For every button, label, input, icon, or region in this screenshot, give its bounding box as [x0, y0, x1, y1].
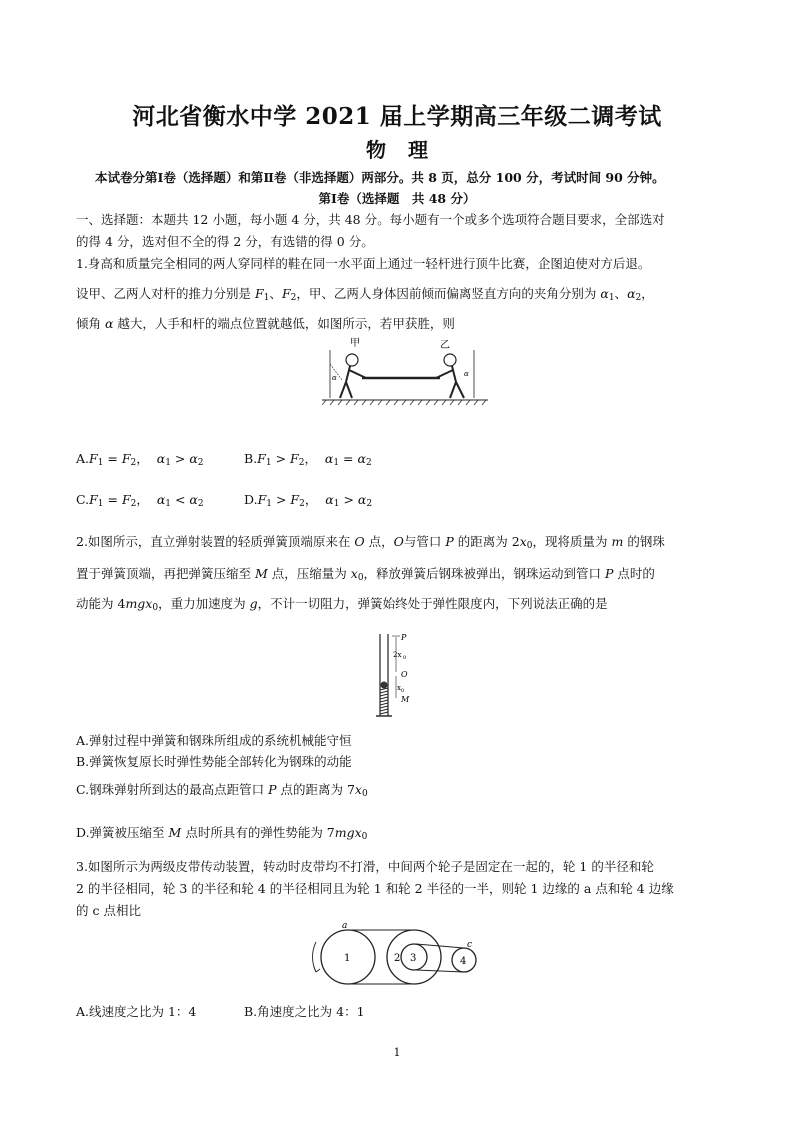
svg-text:α: α: [332, 374, 337, 382]
q2-option-d-text-a: D.弹簧被压缩至: [76, 825, 165, 840]
q3-belt-drive-figure: [308, 920, 492, 990]
q2-line1-text-c: 与管口: [403, 534, 442, 549]
svg-text:P: P: [401, 633, 407, 642]
svg-text:0: 0: [403, 655, 407, 661]
q2-line1-text-f: 的钢珠: [627, 534, 665, 549]
q3-option-b[interactable]: B.角速度之比为 4：1: [244, 1004, 365, 1019]
q2-line1-text-a: 2.如图所示，直立弹射装置的轻质弹簧顶端原来在: [76, 534, 351, 549]
section1-instructions-line2: 的得 4 分，选对但不全的得 2 分，有选错的得 0 分。: [76, 234, 374, 249]
q1-option-a[interactable]: $A.F_1 = F_2$， $\alpha_1 > \alpha_2$: [76, 451, 204, 468]
section1-instructions-line1: 一、选择题：本题共 12 小题，每小题 4 分，共 48 分。每小题有一个或多个选项符合题目要求，全部选对: [76, 212, 665, 227]
q3-line1: 3.如图所示为两级皮带传动装置，转动时皮带均不打滑，中间两个轮子是固定在一起的，轮 1 的半径和轮: [76, 859, 654, 874]
exam-intro: 本试卷分第Ⅰ卷（选择题）和第Ⅱ卷（非选择题）两部分。共 8 页，总分 100 分，考试时间 90 分钟。: [95, 170, 665, 185]
wheel-2-label: 2: [394, 953, 401, 964]
q2-line3: 动能为 4mgx$_0$，重力加速度为 g，不计一切阻力，弹簧始终处于弹性限度内，下列说法正确的是: [76, 596, 608, 613]
q1-line3: 倾角 α 越大，人手和杆的端点位置就越低，如图所示，若甲获胜，则: [76, 316, 455, 331]
wheel-3-label: 3: [410, 953, 417, 964]
q1-line2-text-a: 设甲、乙两人对杆的推力分别是: [76, 286, 252, 301]
q1-line2: 设甲、乙两人对杆的推力分别是 $F_1$、$F_2$，甲、乙两人身体因前倾而偏离竖直方向的夹角分别为 $\alpha_1$、$\alpha_2$，: [76, 286, 654, 303]
part1-heading: 第Ⅰ卷（选择题 共 48 分）: [318, 191, 476, 206]
point-a-label: a: [342, 921, 348, 931]
q3-line2: 2 的半径相同，轮 3 的半径和轮 4 的半径相同且为轮 1 和轮 2 半径的一半，则轮 1 边缘的 a 点和轮 4 边缘: [76, 881, 674, 896]
svg-text:M: M: [401, 695, 410, 704]
q2-option-b[interactable]: B.弹簧恢复原长时弹性势能全部转化为钢珠的动能: [76, 754, 352, 769]
q1-line1: 1.身高和质量完全相同的两人穿同样的鞋在同一水平面上通过一轻杆进行顶牛比赛，企图迫使对方后退。: [76, 256, 651, 271]
figure-label-yi: 乙: [440, 340, 450, 351]
q1-option-c-label: C.: [76, 492, 90, 507]
q2-line1-text-e: ，现将质量为: [532, 534, 608, 549]
wheel-4-label: 4: [460, 956, 467, 967]
wheel-1-label: 1: [344, 953, 351, 964]
q1-line3-text-a: 倾角: [76, 316, 102, 331]
subject-title: 物理: [366, 138, 450, 162]
svg-text:O: O: [401, 670, 408, 679]
q2-line2-text-b: 点，压缩量为: [271, 566, 347, 581]
q1-option-d-label: D.: [244, 492, 258, 507]
q2-line3-text-b: ，重力加速度为: [158, 596, 246, 611]
q2-line3-text-c: ，不计一切阻力，弹簧始终处于弹性限度内，下列说法正确的是: [257, 596, 608, 611]
svg-text:2x: 2x: [393, 651, 402, 659]
q2-option-d[interactable]: D.弹簧被压缩至 M 点时所具有的弹性势能为 7mgx$_0$: [76, 825, 368, 842]
point-c-label: c: [467, 940, 473, 950]
q2-line1-text-b: 点，: [368, 534, 394, 549]
q1-option-c[interactable]: $C.F_1 = F_2$， $\alpha_1 < \alpha_2$: [76, 492, 204, 509]
q3-option-a[interactable]: A.线速度之比为 1：4: [76, 1004, 197, 1019]
figure-label-jia: 甲: [350, 338, 360, 349]
q2-line1-text-d: 的距离为: [457, 534, 508, 549]
q2-line2-text-d: 点时的: [617, 566, 655, 581]
q2-option-c-text-a: C.钢珠弹射所到达的最高点距管口: [76, 782, 265, 797]
q2-line2: 置于弹簧顶端，再把弹簧压缩至 M 点，压缩量为 $x_0$，释放弹簧后钢珠被弹出，钢珠运动到管口 P 点时的: [76, 566, 655, 583]
q2-line3-text-a: 动能为: [76, 596, 114, 611]
q1-option-d[interactable]: $D.F_1 > F_2$， $\alpha_1 > \alpha_2$: [244, 492, 373, 509]
q2-line2-text-a: 置于弹簧顶端，再把弹簧压缩至: [76, 566, 252, 581]
q3-line3: 的 c 点相比: [76, 903, 141, 918]
q2-option-a[interactable]: A.弹射过程中弹簧和钢珠所组成的系统机械能守恒: [76, 733, 352, 748]
q2-line1: 2.如图所示，直立弹射装置的轻质弹簧顶端原来在 O 点，O与管口 P 的距离为 $2x_0$，现将质量为 m 的钢珠: [76, 534, 665, 551]
svg-text:α: α: [464, 370, 469, 378]
exam-title: 河北省衡水中学 2021 届上学期高三年级二调考试: [132, 103, 662, 130]
q1-option-b[interactable]: $B.F_1 > F_2$， $\alpha_1 = \alpha_2$: [244, 451, 372, 468]
q1-line2-text-b: ，甲、乙两人身体因前倾而偏离竖直方向的夹角分别为: [296, 286, 597, 301]
q2-spring-launcher-figure: [370, 632, 422, 720]
q2-option-d-text-b: 点时所具有的弹性势能为: [185, 825, 323, 840]
svg-text:0: 0: [401, 688, 405, 694]
q2-line2-text-c: ，释放弹簧后钢珠被弹出，钢珠运动到管口: [363, 566, 602, 581]
q1-tug-figure: [322, 336, 488, 408]
q1-option-b-label: B.: [244, 451, 258, 466]
page-number: 1: [393, 1046, 401, 1059]
q1-line3-text-b: 越大，人手和杆的端点位置就越低，如图所示，若甲获胜，则: [117, 316, 455, 331]
q1-option-a-label: A.: [76, 451, 90, 466]
svg-text:x: x: [397, 684, 401, 692]
q2-option-c[interactable]: C.钢珠弹射所到达的最高点距管口 P 点的距离为 $7x_0$: [76, 782, 368, 799]
q2-option-c-text-b: 点的距离为: [280, 782, 343, 797]
